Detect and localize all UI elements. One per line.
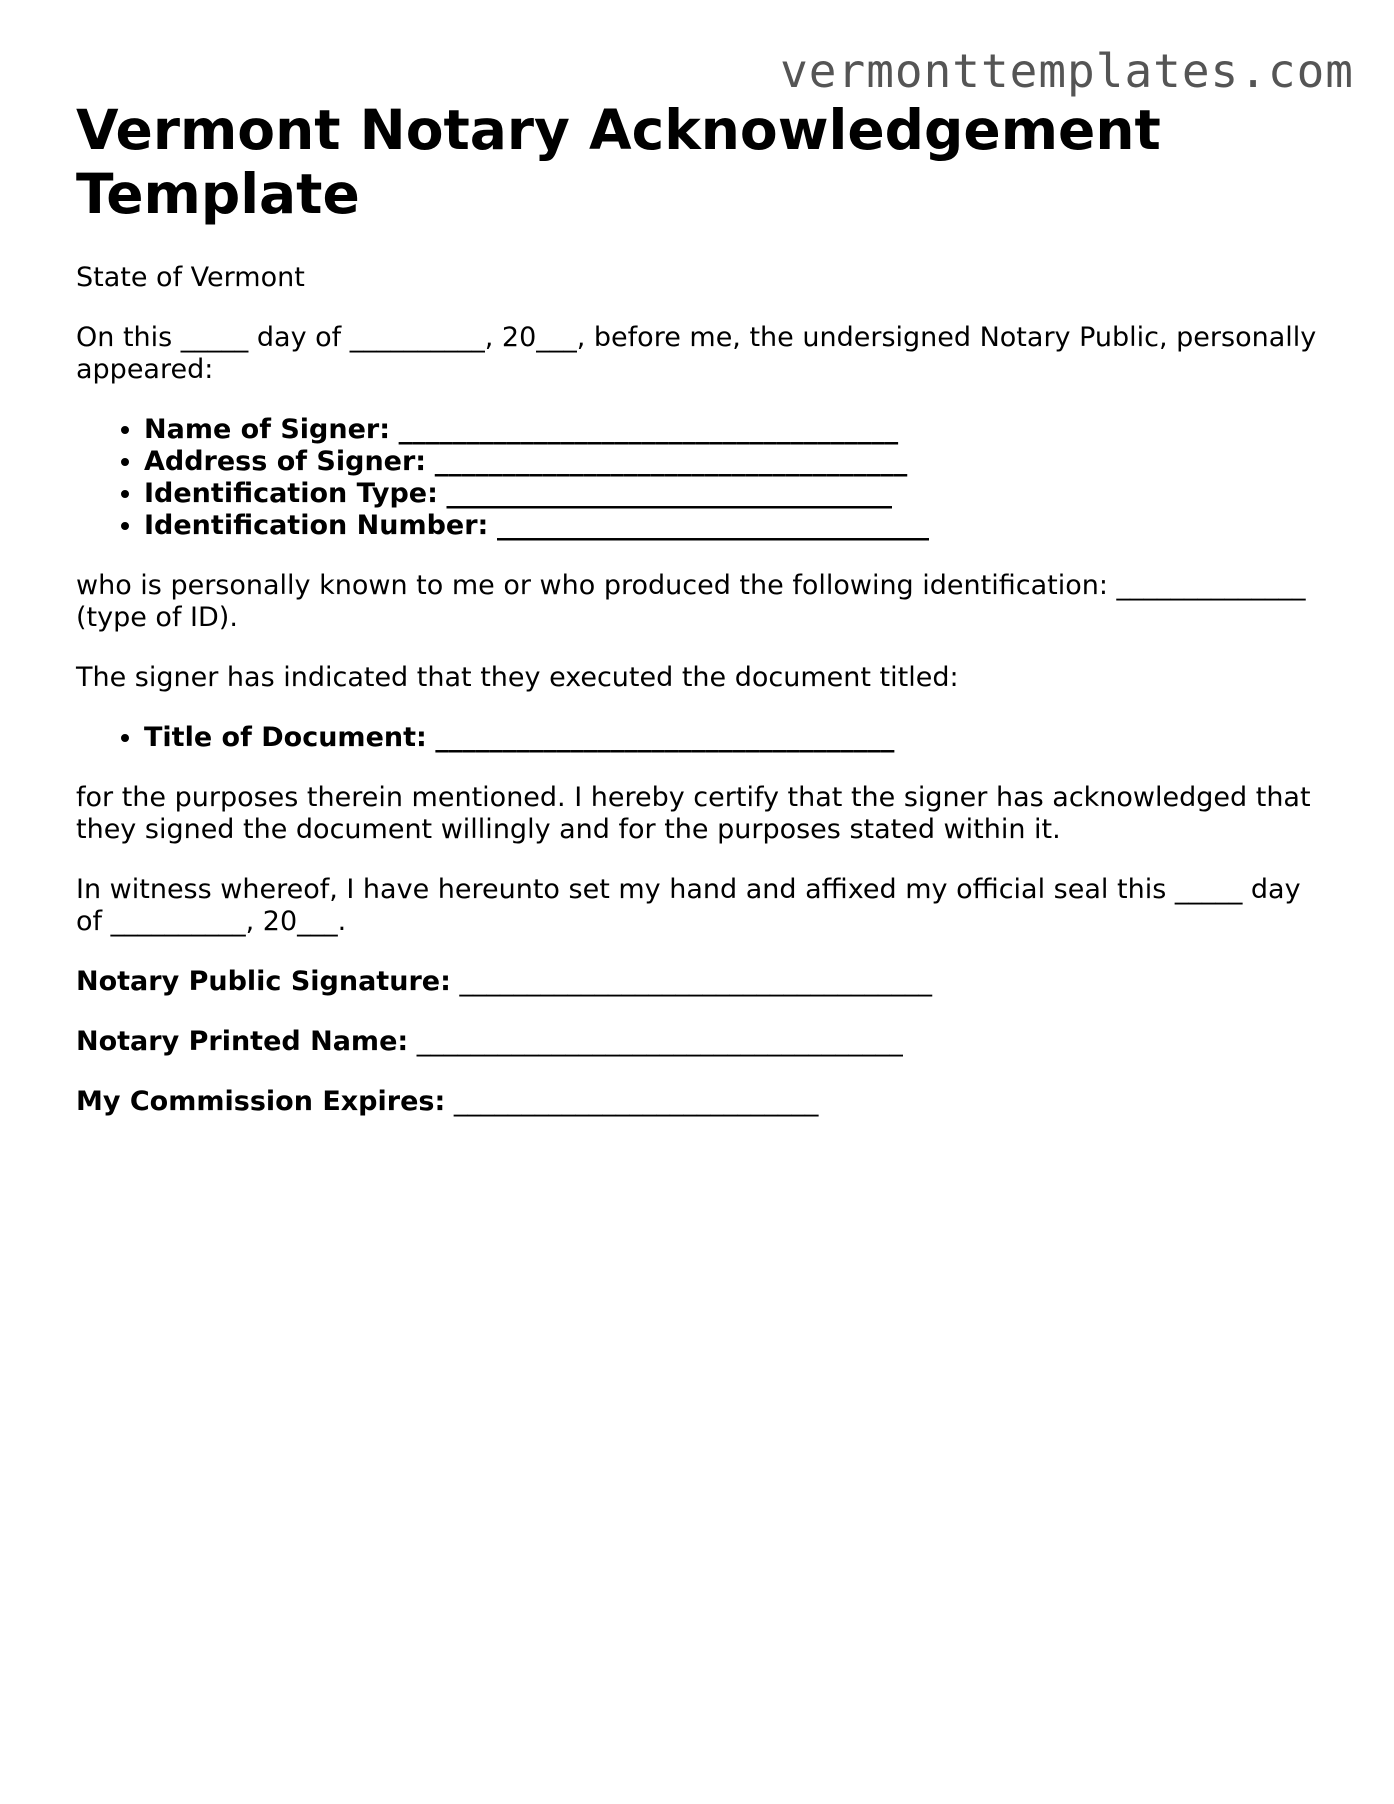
- field-blank[interactable]: ___________________________________: [459, 966, 932, 997]
- witness-paragraph: In witness whereof, I have hereunto set my hand and affixed my official seal this _____ day of __________, 20___.: [76, 874, 1301, 937]
- document-page: [76, 98, 1326, 1146]
- intro-paragraph: On this _____ day of __________, 20___, before me, the undersigned Notary Public, personally appeared:: [76, 322, 1317, 385]
- field-blank[interactable]: ___________________________: [453, 1086, 819, 1117]
- executed-paragraph: The signer has indicated that they executed the document titled:: [76, 662, 959, 693]
- site-watermark: vermonttemplates.com: [780, 44, 1354, 98]
- list-item: [144, 510, 1326, 542]
- field-label: My Commission Expires:: [76, 1086, 446, 1117]
- state-line: State of Vermont: [76, 262, 305, 293]
- list-item: [144, 414, 1326, 446]
- signer-fields-list: [76, 414, 1326, 542]
- field-blank[interactable]: _________________________________: [446, 478, 892, 509]
- field-label: Identification Number:: [144, 510, 489, 541]
- notary-printed-name-line: [76, 1026, 1326, 1058]
- field-blank[interactable]: ________________________________: [496, 510, 929, 541]
- document-title-list: [76, 722, 1326, 754]
- field-blank[interactable]: ___________________________________: [434, 446, 908, 477]
- list-item: [144, 446, 1326, 478]
- field-label: Address of Signer:: [144, 446, 427, 477]
- list-item: [144, 722, 1326, 754]
- field-label: Notary Public Signature:: [76, 966, 451, 997]
- page-title: Vermont Notary Acknowledgement Template: [76, 98, 1161, 226]
- field-blank[interactable]: __________________________________: [435, 722, 895, 753]
- field-blank[interactable]: _____________________________________: [398, 414, 899, 445]
- notary-signature-line: [76, 966, 1326, 998]
- commission-expires-line: [76, 1086, 1326, 1118]
- field-label: Identification Type:: [144, 478, 438, 509]
- field-label: Title of Document:: [144, 722, 427, 753]
- field-blank[interactable]: ____________________________________: [416, 1026, 903, 1057]
- field-label: Name of Signer:: [144, 414, 391, 445]
- field-label: Notary Printed Name:: [76, 1026, 409, 1057]
- known-identification-paragraph: who is personally known to me or who produced the following identification: ______________ (type of ID).: [76, 570, 1306, 633]
- certify-paragraph: for the purposes therein mentioned. I hereby certify that the signer has acknowledged that they signed the document willingly and for the purposes stated within it.: [76, 782, 1311, 845]
- list-item: [144, 478, 1326, 510]
